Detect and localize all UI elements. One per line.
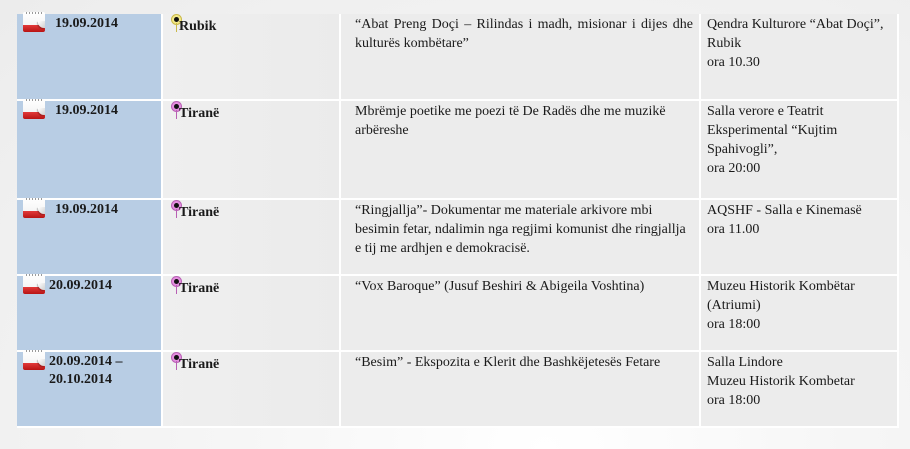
date-end: 20.10.2014 [49,372,112,387]
date-cell [17,275,162,351]
event-date [49,353,123,389]
place-cell [162,199,340,275]
event-description: “Ringjallja”- Dokumentar me materiale arkivore mbi besimin fetar, ndalimin nga regjimi komunist dhe ringjallja e tij me ardhjen e demokracisë. [355,203,686,256]
event-venue [701,352,897,410]
event-place: Tiranë [179,106,220,121]
date-cell [17,100,162,199]
table-row [17,199,898,275]
table-row [17,351,898,427]
event-description: “Besim” - Ekspozita e Klerit dhe Bashkëjetesës Fetare [355,355,661,370]
date-cell [17,14,162,100]
event-date: 19.09.2014 [55,202,118,217]
events-schedule-table [17,14,899,428]
event-venue [701,14,897,72]
table-row [17,14,898,100]
event-description: “Abat Preng Doçi – Rilindas i madh, misionar i dijes dhe kulturës kombëtare” [355,17,693,51]
venue-cell [700,351,898,427]
description-cell [340,100,700,199]
event-place: Tiranë [179,357,220,372]
calendar-icon [23,198,45,222]
date-cell [17,199,162,275]
place-cell [162,351,340,427]
event-date: 19.09.2014 [55,103,118,118]
event-venue [701,276,897,334]
venue-time: ora 11.00 [707,222,760,237]
event-place: Tiranë [179,205,220,220]
event-date: 20.09.2014 [49,278,112,293]
event-place: Tiranë [179,281,220,296]
event-description: Mbrëmje poetike me poezi të De Radës dhe me muzikë arbëreshe [355,104,666,138]
event-date: 19.09.2014 [55,16,118,31]
event-place: Rubik [179,19,217,34]
venue-building: Muzeu Historik Kombetar [707,374,855,389]
place-cell [162,275,340,351]
place-cell [162,14,340,100]
table-row [17,275,898,351]
table-row [17,100,898,199]
venue-time: ora 18:00 [707,393,761,408]
calendar-icon [23,99,45,123]
date-cell [17,351,162,427]
venue-name: Salla Lindore [707,355,783,370]
venue-name: Salla verore e Teatrit Eksperimental “Kujtim Spahivogli”, [707,104,838,157]
event-venue [701,101,897,178]
event-venue [701,200,897,239]
venue-cell [700,14,898,100]
place-cell [162,100,340,199]
venue-cell [700,199,898,275]
description-cell [340,14,700,100]
venue-name: AQSHF - Salla e Kinemasë [707,203,862,218]
venue-time: ora 10.30 [707,55,760,70]
venue-cell [700,100,898,199]
calendar-icon [23,350,45,374]
venue-name: Qendra Kulturore “Abat Doçi”, Rubik [707,17,884,51]
calendar-icon [23,12,45,36]
description-cell [340,351,700,427]
venue-time: ora 20:00 [707,161,761,176]
venue-time: ora 18:00 [707,317,761,332]
event-description: “Vox Baroque” (Jusuf Beshiri & Abigeila Voshtina) [355,279,645,294]
venue-name: Muzeu Historik Kombëtar (Atriumi) [707,279,855,313]
venue-cell [700,275,898,351]
date-start: 20.09.2014 – [49,354,123,369]
calendar-icon [23,274,45,298]
description-cell [340,199,700,275]
description-cell [340,275,700,351]
